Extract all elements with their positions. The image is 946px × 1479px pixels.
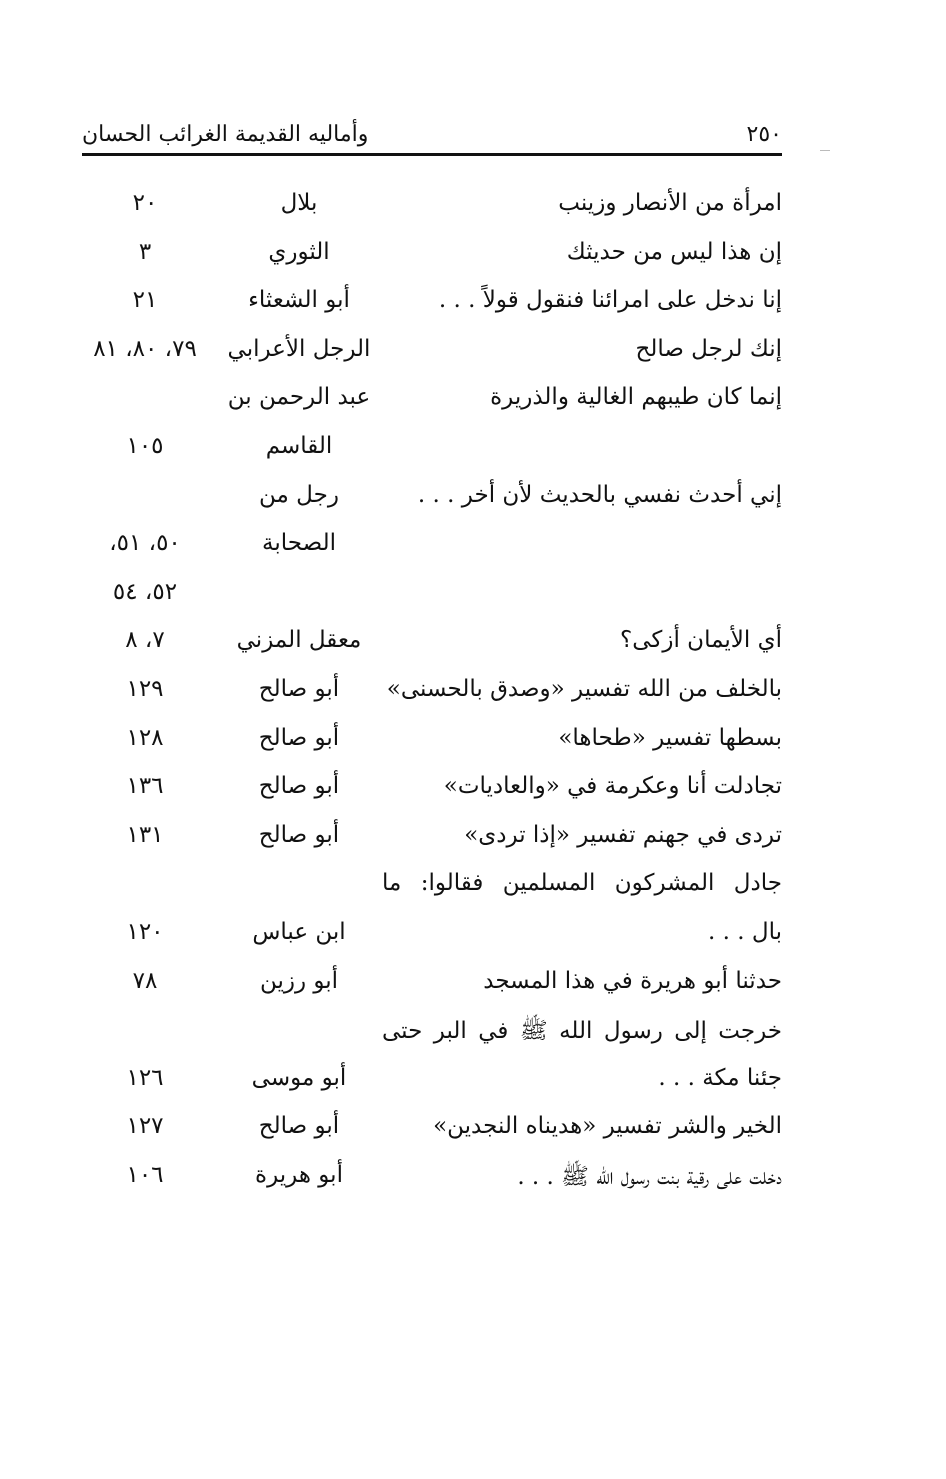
- page-references: ١٠٥: [126, 433, 164, 459]
- page-references: ٧، ٨: [125, 627, 165, 653]
- page-references: ٥٢، ٥٤: [112, 579, 178, 605]
- page-references: ٢١: [132, 287, 158, 313]
- narrator-name: أبو صالح: [258, 1113, 340, 1139]
- page-references: ١٣٦: [126, 773, 164, 799]
- index-row: [80, 968, 782, 1008]
- page-number: ٢٥٠: [746, 122, 782, 147]
- page-references: ١٢٨: [126, 725, 164, 751]
- page-references: ١٣١: [126, 822, 164, 848]
- narrator-name: الرجل الأعرابي: [227, 336, 371, 362]
- hadith-incipit: حدثنا أبو هريرة في هذا المسجد: [483, 968, 782, 994]
- hadith-incipit: إنك لرجل صالح: [635, 336, 782, 362]
- index-row: [80, 676, 782, 716]
- page-references: ١٠٦: [126, 1162, 164, 1188]
- page-references: ٥٠، ٥١،: [109, 530, 181, 556]
- index-row: [80, 1016, 782, 1056]
- index-row: [80, 870, 782, 910]
- index-row: [80, 627, 782, 667]
- index-row: [80, 433, 782, 473]
- index-row: [80, 773, 782, 813]
- narrator-name: أبو صالح: [258, 725, 340, 751]
- index-row: [80, 530, 782, 570]
- narrator-name: معقل المزني: [236, 627, 362, 653]
- index-row: [80, 725, 782, 765]
- narrator-name: رجل من: [259, 482, 339, 508]
- page-references: ١٢٦: [126, 1065, 164, 1091]
- narrator-name: ابن عباس: [252, 919, 346, 945]
- hadith-incipit: دخلت على رقية بنت رسول الله ﷺ . . .: [517, 1164, 782, 1190]
- hadith-incipit: بالخلف من الله تفسير «وصدق بالحسنى»: [386, 676, 782, 702]
- page-references: ٧٩، ٨٠، ٨١: [93, 336, 197, 362]
- narrator-name: القاسم: [265, 433, 333, 459]
- narrator-name: بلال: [280, 190, 318, 216]
- page-references: ٧٨: [132, 968, 158, 994]
- hadith-incipit: جئنا مكة . . .: [658, 1065, 782, 1091]
- narrator-name: أبو صالح: [258, 773, 340, 799]
- narrator-name: أبو الشعثاء: [248, 287, 350, 313]
- page-references: ٢٠: [132, 190, 158, 216]
- narrator-name: الصحابة: [262, 530, 336, 556]
- index-row: [80, 1065, 782, 1105]
- hadith-incipit: تجادلت أنا وعكرمة في «والعاديات»: [443, 773, 782, 799]
- hadith-incipit: امرأة من الأنصار وزينب: [558, 190, 782, 216]
- narrator-name: أبو موسى: [251, 1065, 347, 1091]
- index-row: [80, 384, 782, 424]
- index-row: [80, 822, 782, 862]
- hadith-incipit: بسطها تفسير «طحاها»: [558, 725, 782, 751]
- narrator-name: الثوري: [268, 239, 330, 265]
- index-row: [80, 919, 782, 959]
- index-row: [80, 579, 782, 619]
- hadith-incipit: الخير والشر تفسير «هديناه النجدين»: [433, 1113, 782, 1139]
- index-row: [80, 287, 782, 327]
- narrator-name: أبو صالح: [258, 822, 340, 848]
- hadith-incipit: جادل المشركون المسلمين فقالوا: ما: [382, 870, 782, 896]
- narrator-name: أبو هريرة: [255, 1162, 343, 1188]
- narrator-name: عبد الرحمن بن: [227, 384, 371, 410]
- page-references: ١٢٧: [126, 1113, 164, 1139]
- index-row: [80, 336, 782, 376]
- index-row: [80, 239, 782, 279]
- hadith-incipit: تردى في جهنم تفسير «إذا تردى»: [464, 822, 782, 848]
- index-row: [80, 1113, 782, 1153]
- hadith-incipit: إن هذا ليس من حديثك: [566, 239, 782, 265]
- narrator-name: أبو صالح: [258, 676, 340, 702]
- narrator-name: أبو رزين: [259, 968, 339, 994]
- index-row: [80, 482, 782, 522]
- page-references: ١٢٩: [126, 676, 164, 702]
- hadith-incipit: خرجت إلى رسول الله ﷺ في البر حتى: [382, 1018, 782, 1044]
- page-references: ٣: [138, 239, 152, 265]
- hadith-incipit: إنا ندخل على امرائنا فنقول قولاً . . .: [438, 287, 782, 313]
- hadith-incipit: إنما كان طيبهم الغالية والذريرة: [490, 384, 782, 410]
- hadith-incipit: إني أحدث نفسي بالحديث لأن أخر . . .: [417, 482, 782, 508]
- running-title: وأماليه القديمة الغرائب الحسان: [82, 122, 369, 147]
- hadith-incipit: أي الأيمان أزكى؟: [620, 627, 782, 653]
- page-references: ١٢٠: [126, 919, 164, 945]
- index-row: [80, 1162, 782, 1202]
- index-row: [80, 190, 782, 230]
- hadith-incipit: بال . . .: [708, 919, 782, 945]
